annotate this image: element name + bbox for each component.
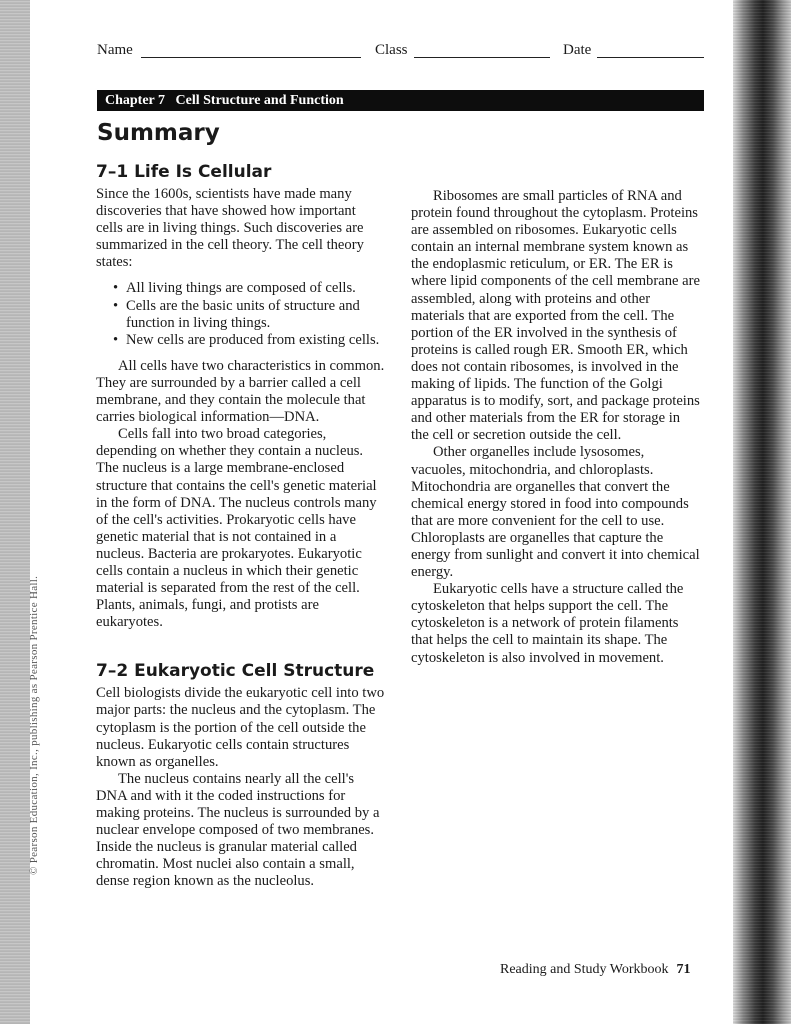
scan-edge-right [733, 0, 791, 1024]
chapter-bar: Chapter 7 Cell Structure and Function [97, 90, 704, 111]
page-title: Summary [97, 120, 220, 146]
date-label: Date [563, 42, 592, 58]
workbook-title: Reading and Study Workbook [500, 962, 669, 977]
paragraph: Eukaryotic cells have a structure called the cytoskeleton that helps support the cell. The cytoskeleton is a network of protein filaments that helps the cell to maintain its shape. The cytoskeleton is also involved in movement. [411, 581, 684, 666]
copyright-notice: © Pearson Education, Inc., publishing as Pearson Prentice Hall. [28, 575, 40, 875]
scan-edge-left [0, 0, 30, 1024]
paragraph: All cells have two characteristics in common. They are surrounded by a barrier called a cell membrane, and they contain the molecule that carries biological information—DNA. [96, 357, 385, 426]
class-label: Class [375, 42, 408, 58]
page-footer [500, 962, 691, 978]
section-heading-7-1: 7–1 Life Is Cellular [96, 162, 272, 182]
name-label: Name [97, 42, 133, 58]
paragraph: Ribosomes are small particles of RNA and protein found throughout the cytoplasm. Proteins are assembled on ribosomes. Eukaryotic cells contain an internal membrane system known as the endoplasmic reticulum, or ER. The ER is where lipid components of the cell membrane are assembled, along with proteins and other materials that are exported from the cell. The portion of the ER involved in the synthesis of proteins is called rough ER. Smooth ER, which does not contain ribosomes, is involved in the making of lipids. The function of the Golgi apparatus is to modify, sort, and package proteins and other materials from the ER for storage in the cell or secretion outside the cell. [411, 188, 700, 444]
page-number: 71 [676, 962, 691, 977]
section-heading-7-2: 7–2 Eukaryotic Cell Structure [96, 661, 375, 682]
right-column [411, 188, 701, 667]
date-field[interactable] [597, 57, 704, 58]
left-column [96, 161, 386, 890]
paragraph: Cells fall into two broad categories, depending on whether they contain a nucleus. The nucleus is a large membrane-enclosed structure that contains the cell's genetic material in the form of DNA. The nucleus controls many of the cell's activities. Prokaryotic cells have genetic material that is not contained in a nucleus. Bacteria are prokaryotes. Eukaryotic cells contain a nucleus in which their genetic material is separated from the rest of the cell. Plants, animals, fungi, and protists are eukaryotes. [96, 426, 377, 631]
name-field[interactable] [141, 57, 361, 58]
class-field[interactable] [414, 57, 550, 58]
paragraph: Since the 1600s, scientists have made many discoveries that have showed how important cells are in living things. Such discoveries are summarized in the cell theory. The cell theory states: [96, 186, 364, 271]
worksheet-header [97, 42, 704, 62]
paragraph: Other organelles include lysosomes, vacuoles, mitochondria, and chloroplasts. Mitochondria are organelles that convert the chemical energy stored in food into compounds that are more convenient for the cell to use. Chloroplasts are organelles that capture the energy from sunlight and convert it into chemical energy. [411, 444, 700, 581]
list-item: • New cells are produced from existing cells. [126, 332, 386, 349]
list-item: • All living things are composed of cells. [126, 280, 386, 297]
paragraph: The nucleus contains nearly all the cell's DNA and with it the coded instructions for making proteins. The nucleus is surrounded by a nuclear envelope composed of two membranes. Inside the nucleus is granular material called chromatin. Most nuclei also contain a small, dense region known as the nucleolus. [96, 770, 380, 890]
paragraph: Cell biologists divide the eukaryotic cell into two major parts: the nucleus and the cytoplasm. The cytoplasm is the portion of the cell outside the nucleus. Eukaryotic cells contain structures known as organelles. [96, 685, 385, 770]
cell-theory-list [96, 280, 386, 348]
list-item: • Cells are the basic units of structure and function in living things. [126, 298, 386, 332]
